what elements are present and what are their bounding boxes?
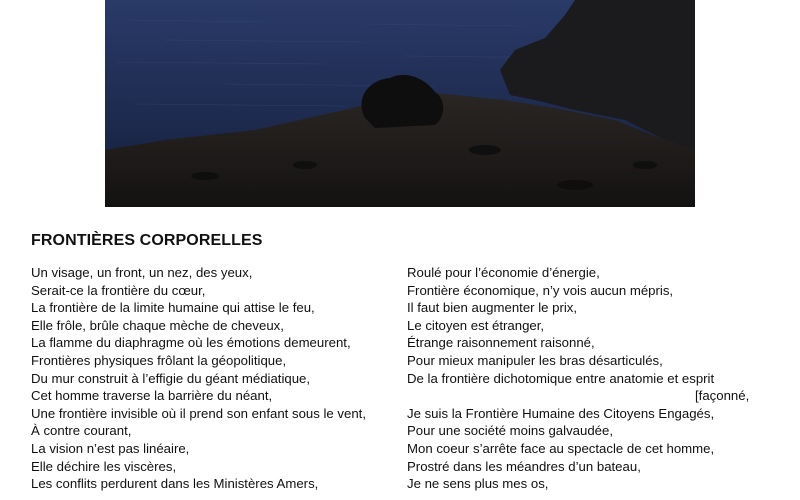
poem-line: Un visage, un front, un nez, des yeux, <box>31 265 253 280</box>
poem-line: Les conflits perdurent dans les Ministères Amers, <box>31 476 319 492</box>
poem-line: Serait-ce la frontière du cœur, <box>31 282 206 298</box>
coastal-landscape-photo <box>105 0 695 207</box>
poem-line: Frontières physiques frôlant la géopolitique, <box>31 352 287 368</box>
poem-line: Étrange raisonnement raisonné, <box>407 335 595 351</box>
poem-line: Cet homme traverse la barrière du néant, <box>31 388 273 404</box>
poem-line: Frontière économique, n’y vois aucun mépris, <box>407 282 674 298</box>
poem-line: Je ne sens plus mes os, <box>407 476 549 492</box>
poem-line: La frontière de la limite humaine qui attise le feu, <box>31 300 315 316</box>
poem-line: La vision n’est pas linéaire, <box>31 440 190 456</box>
photo-illustration <box>105 0 695 207</box>
poem-line: Pour mieux manipuler les bras désarticulés, <box>407 352 663 368</box>
poem-line: De la frontière dichotomique entre anatomie et esprit <box>407 370 715 386</box>
poem-line: Pour une société moins galvaudée, <box>407 423 614 439</box>
poem-line: Une frontière invisible où il prend son enfant sous le vent, <box>31 405 367 421</box>
poem-line: Du mur construit à l’effigie du géant médiatique, <box>31 370 311 386</box>
poem-left-column <box>31 264 391 493</box>
poem-line: Elle frôle, brûle chaque mèche de cheveux, <box>31 317 284 333</box>
poem-line: Prostré dans les méandres d’un bateau, <box>407 458 641 474</box>
poem-line: Elle déchire les viscères, <box>31 458 177 474</box>
poem-line: Le citoyen est étranger, <box>407 317 545 333</box>
poem-line: À contre courant, <box>31 423 132 439</box>
poem-line: Je suis la Frontière Humaine des Citoyens Engagés, <box>407 405 715 421</box>
poem-line: Mon coeur s’arrête face au spectacle de cet homme, <box>407 440 715 456</box>
poem-right-column <box>407 264 767 493</box>
poem-line: La flamme du diaphragme où les émotions demeurent, <box>31 335 351 351</box>
poem-line-continuation: [façonné, <box>695 388 750 404</box>
poem-line: Roulé pour l’économie d’énergie, <box>407 265 600 280</box>
poem-title: FRONTIÈRES CORPORELLES <box>31 232 263 249</box>
poem-line: Il faut bien augmenter le prix, <box>407 300 578 316</box>
